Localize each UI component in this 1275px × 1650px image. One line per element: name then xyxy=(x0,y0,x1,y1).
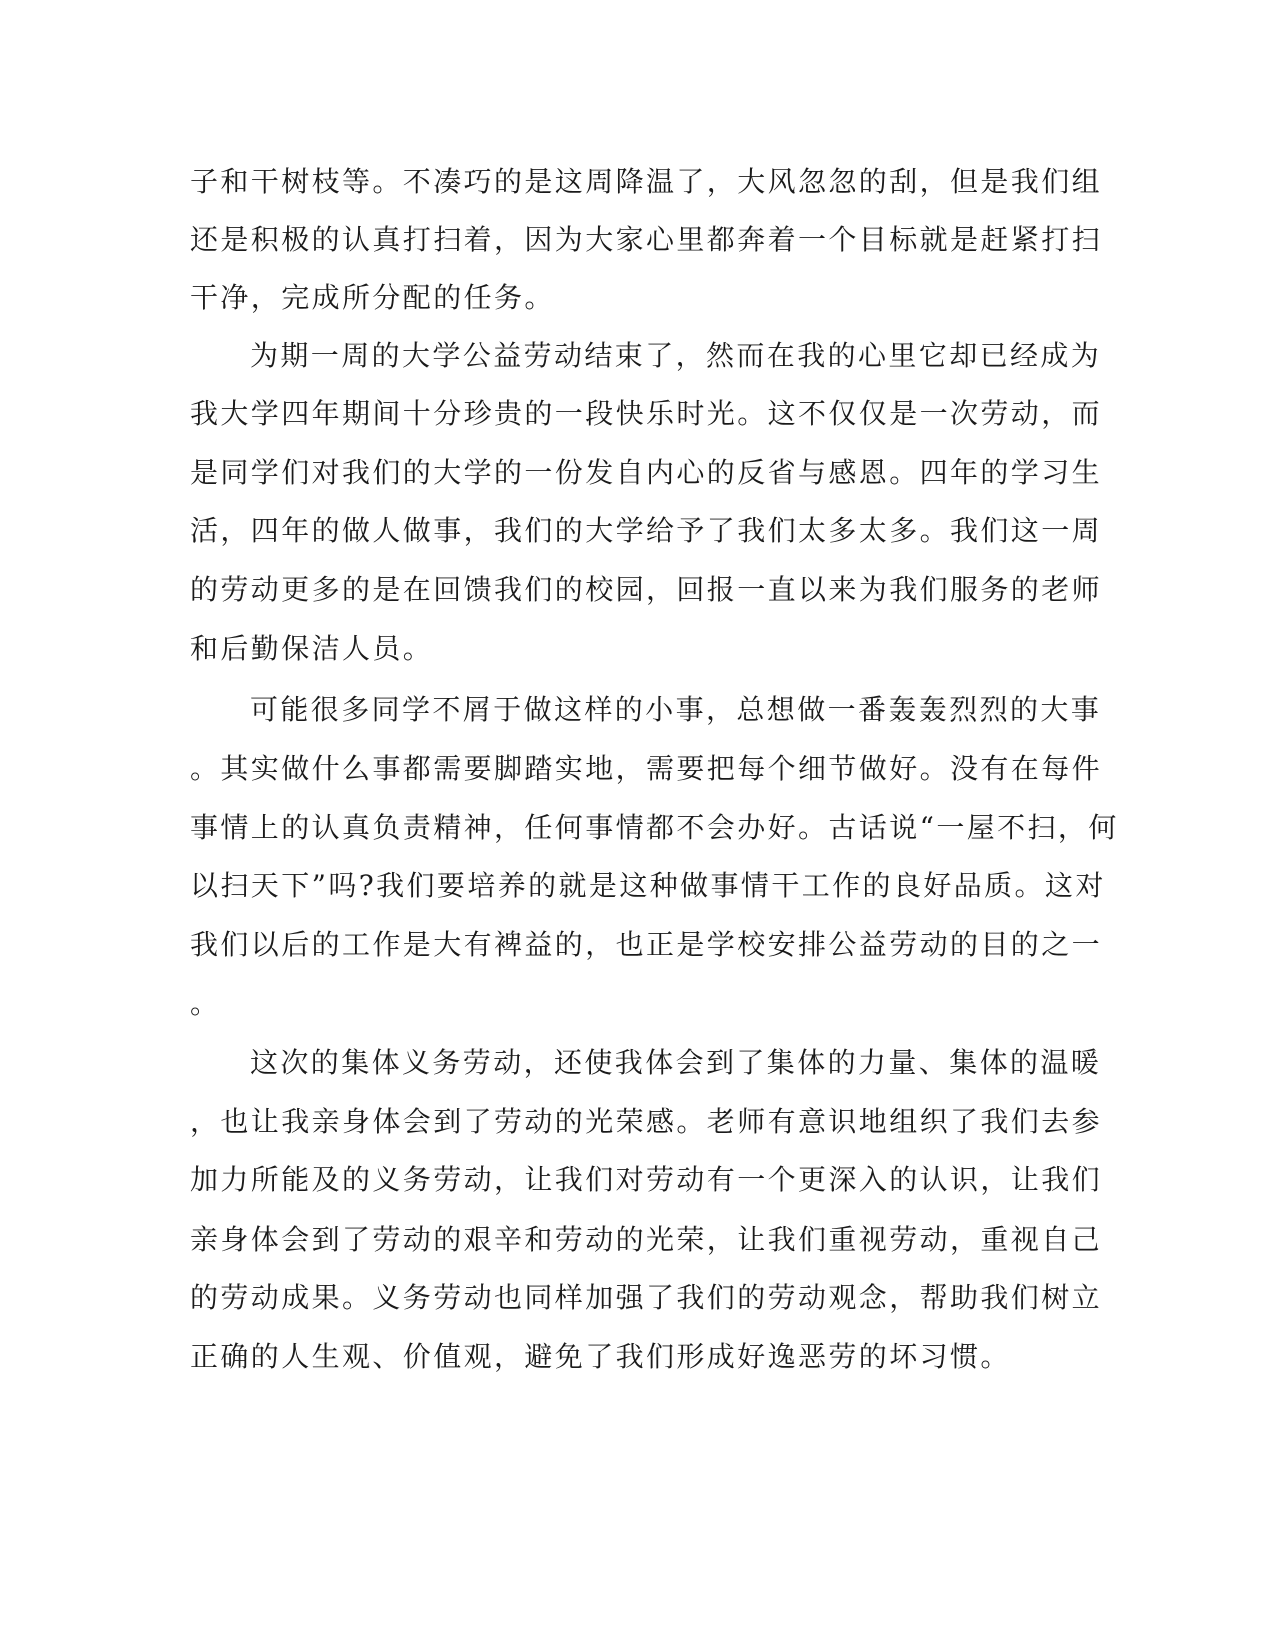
text-line: 活，四年的做人做事，我们的大学给予了我们太多太多。我们这一周 xyxy=(190,514,1103,547)
text-line: 子和干树枝等。不凑巧的是这周降温了，大风忽忽的刮，但是我们组 xyxy=(190,165,1103,198)
text-line: 我们以后的工作是大有裨益的，也正是学校安排公益劳动的目的之一 xyxy=(190,928,1103,961)
text-line: 是同学们对我们的大学的一份发自内心的反省与感恩。四年的学习生 xyxy=(190,456,1103,489)
text-line: 正确的人生观、价值观，避免了我们形成好逸恶劳的坏习惯。 xyxy=(190,1340,1011,1373)
text-line: 的劳动更多的是在回馈我们的校园，回报一直以来为我们服务的老师 xyxy=(190,573,1103,606)
text-line: 和后勤保洁人员。 xyxy=(190,632,434,665)
text-line: ，也让我亲身体会到了劳动的光荣感。老师有意识地组织了我们去参 xyxy=(190,1105,1103,1138)
text-line: 的劳动成果。义务劳动也同样加强了我们的劳动观念，帮助我们树立 xyxy=(190,1281,1103,1314)
text-line: 。其实做什么事都需要脚踏实地，需要把每个细节做好。没有在每件 xyxy=(190,752,1103,785)
text-line: 亲身体会到了劳动的艰辛和劳动的光荣，让我们重视劳动，重视自己 xyxy=(190,1223,1103,1256)
text-line: 。 xyxy=(190,987,221,1020)
text-line: 干净，完成所分配的任务。 xyxy=(190,281,555,314)
paragraph-first-line: 为期一周的大学公益劳动结束了，然而在我的心里它却已经成为 xyxy=(250,339,1102,372)
paragraph-first-line: 这次的集体义务劳动，还使我体会到了集体的力量、集体的温暖 xyxy=(250,1046,1102,1079)
paragraph-first-line: 可能很多同学不屑于做这样的小事，总想做一番轰轰烈烈的大事 xyxy=(250,693,1102,726)
text-line: 事情上的认真负责精神，任何事情都不会办好。古话说“一屋不扫，何 xyxy=(190,811,1119,844)
text-line: 我大学四年期间十分珍贵的一段快乐时光。这不仅仅是一次劳动，而 xyxy=(190,397,1103,430)
text-line: 加力所能及的义务劳动，让我们对劳动有一个更深入的认识，让我们 xyxy=(190,1163,1103,1196)
text-line: 还是积极的认真打扫着，因为大家心里都奔着一个目标就是赶紧打扫 xyxy=(190,223,1103,256)
text-line: 以扫天下”吗?我们要培养的就是这种做事情干工作的良好品质。这对 xyxy=(190,869,1106,902)
